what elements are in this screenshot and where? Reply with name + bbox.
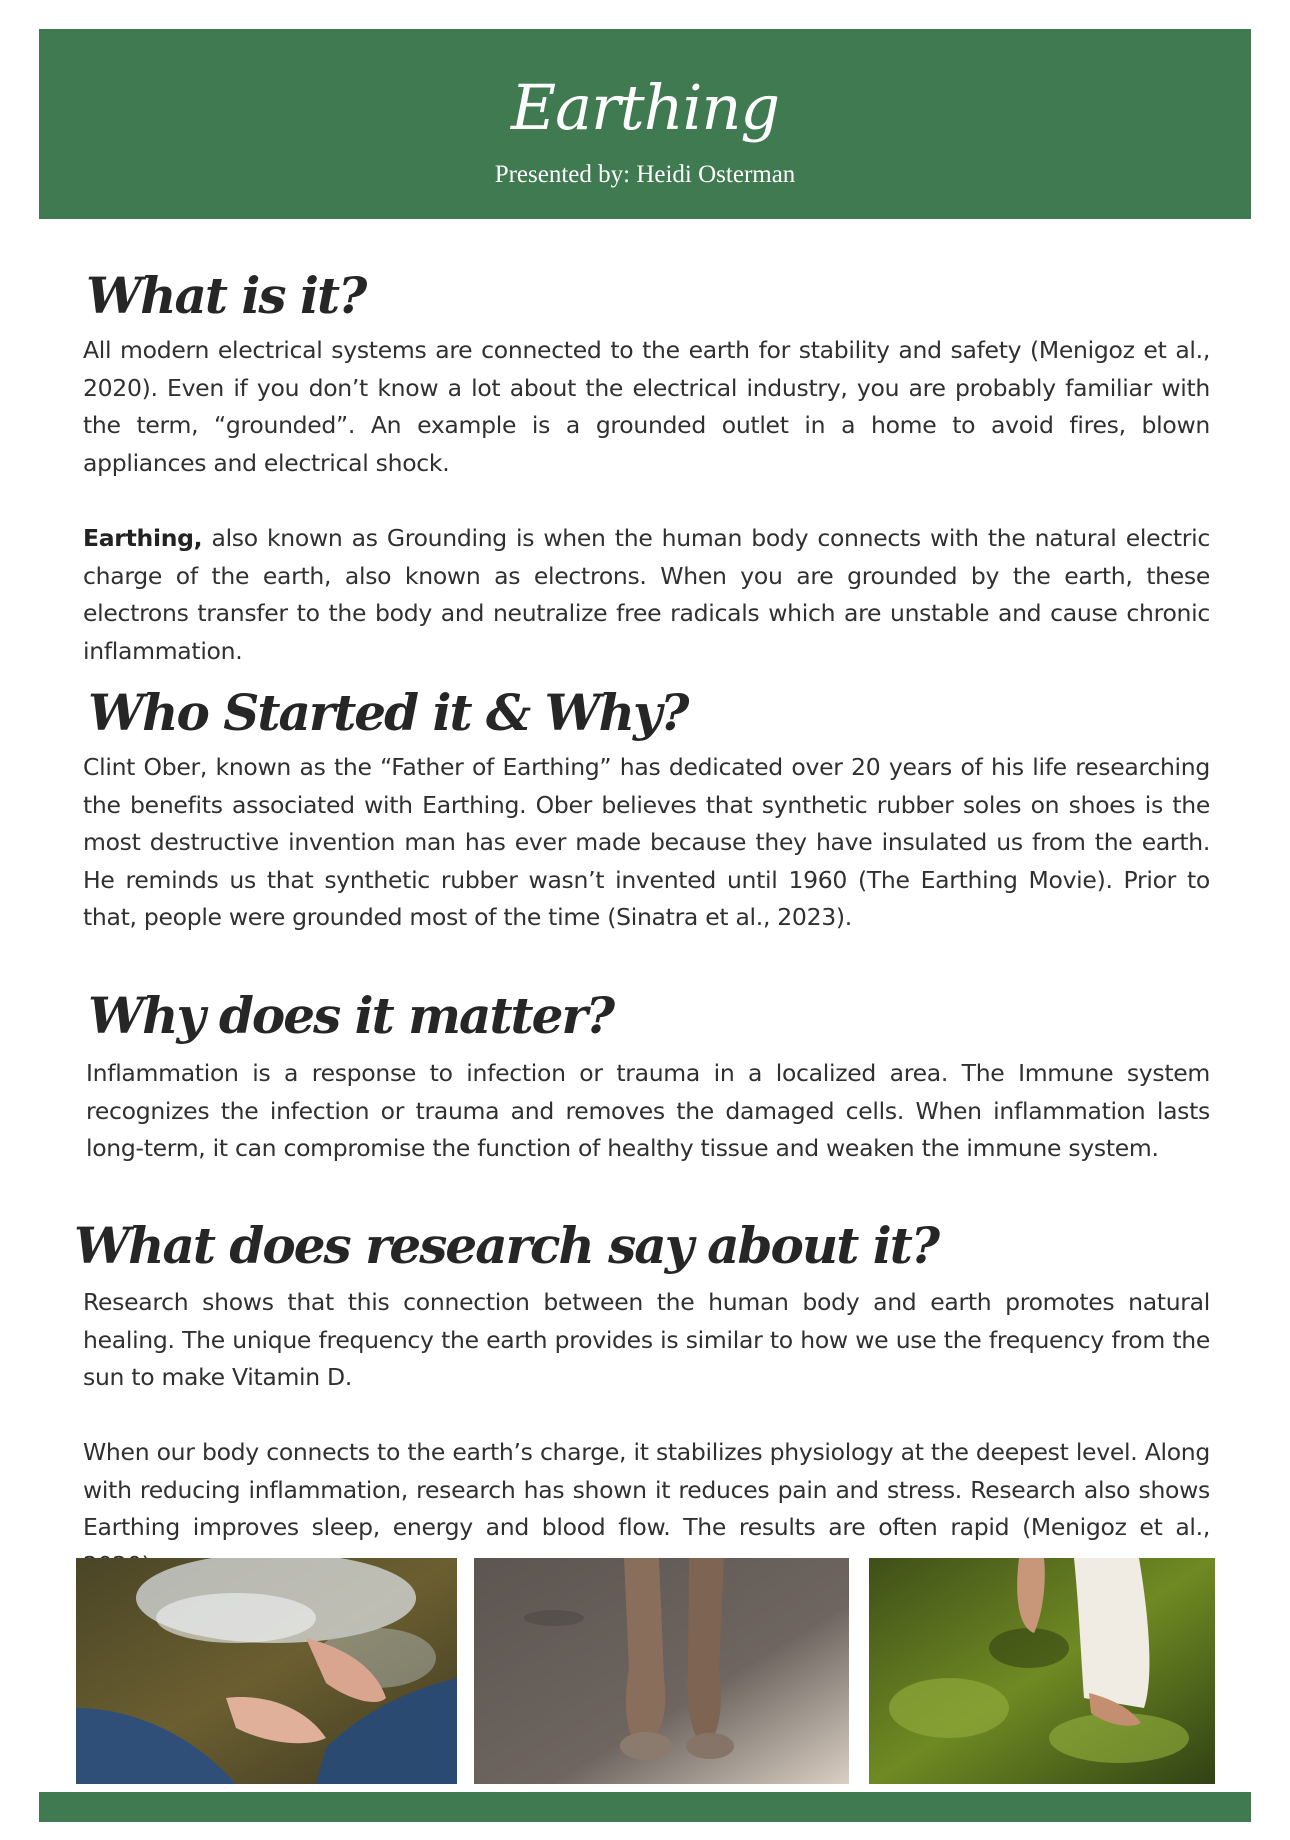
bold-lead: Earthing, — [83, 524, 203, 552]
header-banner — [39, 29, 1251, 219]
section-paragraph: When our body connects to the earth’s charge, it stabilizes physiology at the deepest level. Along with reducing inflammation, research has shown it reduces pain and stress. Research also shows Earthing improves sleep, energy and blood flow. The results are often rapid (Menigoz et al., — [83, 1438, 1210, 1541]
footer-bar — [39, 1792, 1251, 1822]
section-heading-who-started-it: Who Started it & Why? — [88, 683, 688, 742]
section-paragraph — [83, 520, 1210, 670]
presenter-subtitle: Presented by: Heidi Osterman — [494, 161, 796, 188]
page-title: Earthing — [510, 71, 780, 144]
paragraph-text: also known as Grounding is when the human body connects with the natural electric charge of the earth, also known as electrons. When you are grounded by the earth, these electrons transfer to the body and neutralize free radicals which are unstable and cause chronic inflammation. — [83, 524, 1210, 665]
section-paragraph: Clint Ober, known as the “Father of Earthing” has dedicated over 20 years of his life researching the benefits associated with Earthing. Ober believes that synthetic rubber soles on shoes is the most destructive invention man has ever made because they have insulated us from the earth. He reminds us that synthetic rubber wasn’t invented until 1960 (The Earthing Movie). Prior to that, people were grounded most of the time (Sinatra et al., 2023). — [83, 753, 1210, 931]
section-paragraph: Inflammation is a response to infection or trauma in a localized area. The Immune system recognizes the infection or trauma and removes the damaged cells. When inflammation lasts long-term, it can compromise the function of healthy tissue and weaken the immune system. — [86, 1059, 1210, 1162]
section-heading-why-does-it-matter: Why does it matter? — [88, 986, 614, 1045]
feet-in-water-photo — [76, 1558, 457, 1784]
feet-on-grass-photo — [869, 1558, 1215, 1784]
feet-in-sand-photo — [474, 1558, 849, 1784]
section-paragraph: All modern electrical systems are connected to the earth for stability and safety (Menigoz et al., 2020). Even if you don’t know a lot about the electrical industry, you are probably familiar with the term, “grounded”. An example is a grounded outlet in a home to avoid fires, blown appliances and electrical shock. — [83, 336, 1210, 477]
section-heading-what-is-it: What is it? — [86, 266, 366, 325]
section-heading-what-does-research-say: What does research say about it? — [74, 1216, 939, 1275]
section-paragraph: Research shows that this connection between the human body and earth promotes natural healing. The unique frequency the earth provides is similar to how we use the frequency from the sun to make Vitamin D. — [83, 1288, 1210, 1391]
